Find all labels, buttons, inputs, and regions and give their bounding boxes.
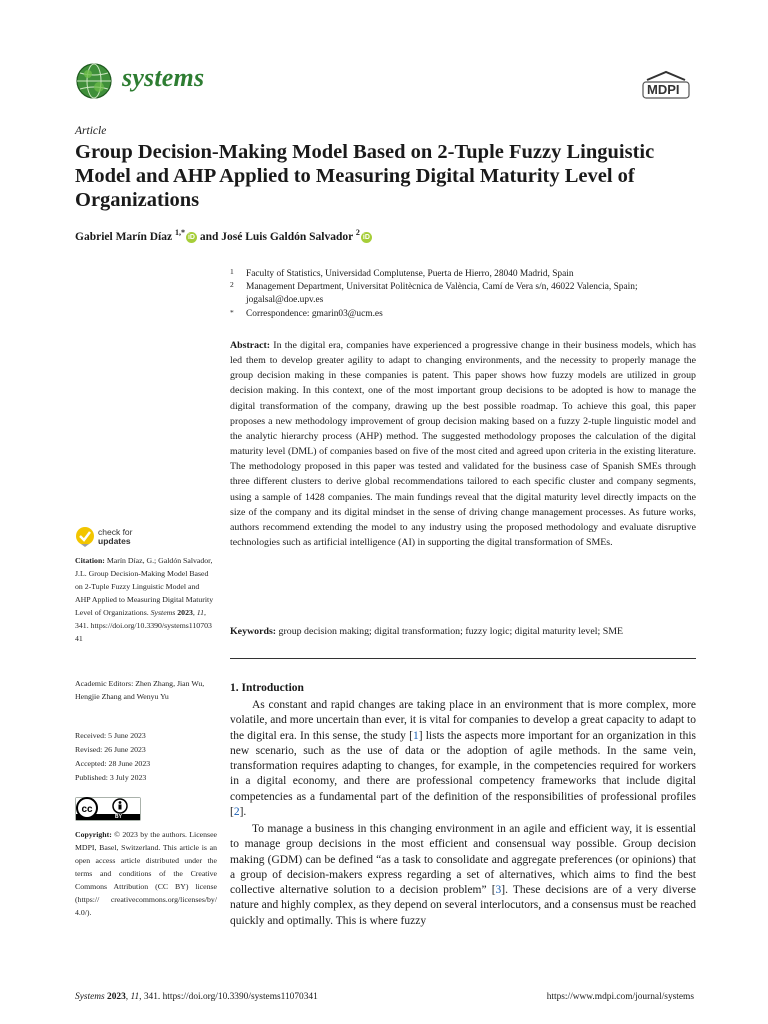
cc-by-text: BY	[115, 813, 122, 820]
author-2[interactable]: José Luis Galdón Salvador	[221, 230, 354, 243]
paragraph-1	[230, 698, 696, 820]
reference-link[interactable]: 3	[495, 884, 502, 897]
paragraph-text: ]. These decisions are of a very diverse nature and highly complex, as they depend on several interlocutors, and a consensus must be reached quickly and optimally. This is where fuzzy	[230, 884, 697, 927]
cc-by-license-badge[interactable]	[75, 797, 141, 821]
orcid-icon[interactable]: iD	[187, 233, 195, 241]
correspondence[interactable]: Correspondence: gmarin03@ucm.es	[246, 309, 383, 319]
check-for-updates-line2: updates	[98, 536, 131, 546]
journal-name: systems	[122, 63, 205, 92]
citation-pages: , 341.	[75, 608, 206, 630]
citation-year: 2023	[177, 608, 193, 617]
check-for-updates-button[interactable]	[75, 526, 95, 553]
copyright-text: © 2023 by the authors. Licensee MDPI, Basel, Switzerland. This article is an open access article distributed under the terms and conditions of the Creative Commons Attribution (CC BY) license (https:// creativecommons.org/licenses/by/ 4.0/).	[75, 830, 217, 917]
citation-text: Marín Díaz, G.; Galdón Salvador, J.L. Group Decision-Making Model Based on 2-Tuple Fuzzy Linguistic Model and AHP Applied to Measuring Digital Maturity Level of Organizations.	[75, 556, 214, 617]
affiliation-number: 1	[230, 267, 234, 276]
abstract	[230, 338, 696, 550]
author-1-affiliation: 1,*	[174, 228, 185, 237]
affiliation-text: Faculty of Statistics, Universidad Complutense, Puerta de Hierro, 28040 Madrid, Spain	[246, 269, 574, 279]
keywords	[230, 624, 696, 639]
citation-volume: 11	[196, 608, 204, 617]
affiliation-number: *	[230, 308, 234, 317]
check-for-updates-icon	[75, 526, 95, 548]
mdpi-logo[interactable]	[641, 70, 691, 100]
footer-journal: Systems	[75, 992, 105, 1002]
date-revised: Revised: 26 June 2023	[75, 745, 146, 754]
footer-journal-url[interactable]: https://www.mdpi.com/journal/systems	[546, 992, 694, 1002]
author-1[interactable]: Gabriel Marín Díaz	[75, 230, 173, 243]
copyright-label: Copyright:	[75, 830, 112, 839]
citation-block: Citation: Marín Díaz, G.; Galdón Salvador, J.L. Group Decision-Making Model Based on 2-Tuple Fuzzy Linguistic Model and AHP Applied to Measuring Digital Maturity Level of Organizations. Systems 2023, 11, 341. https://doi.org/10.3390/systems11070341	[75, 556, 214, 643]
author-2-affiliation: 2	[355, 228, 360, 237]
footer-doi[interactable]: , 341. https://doi.org/10.3390/systems11070341	[139, 992, 318, 1002]
reference-link[interactable]: 1	[412, 729, 419, 742]
author-list	[75, 228, 372, 243]
paragraph-text: As constant and rapid changes are taking place in an environment that is more complex, more volatile, and more uncertain than ever, it is vital for companies to develop a great capacity to adapt to the digital era. In this sense, the study [	[230, 699, 696, 742]
check-for-updates-label[interactable]	[98, 528, 133, 546]
citation-journal: Systems	[150, 608, 176, 617]
affiliation-text: Management Department, Universitat Politècnica de València, Camí de Vera s/n, 46022 Valencia, Spain;	[246, 282, 638, 292]
creative-commons-icon	[75, 797, 141, 821]
date-accepted: Accepted: 28 June 2023	[75, 759, 151, 768]
section-heading-introduction: 1. Introduction	[230, 682, 304, 694]
citation-doi-link[interactable]: https://doi.org/10.3390/systems11070341	[75, 621, 212, 643]
copyright-notice	[75, 828, 217, 919]
keywords-label: Keywords:	[230, 626, 277, 637]
date-received: Received: 5 June 2023	[75, 731, 146, 740]
abstract-text: In the digital era, companies have experienced a progressive change in their business models, which has led them to develop greater agility to adapt to changing environments, and the necessity to properly manage the group decision making in these companies is patent. This paper shows how fuzzy models are utilized in group decision making. In this context, one of the most important group decisions to be adopted is how to manage the digital transformation of the company, drawing up the best possible roadmap. To achieve this goal, this paper proposes a new methodology improvement of group decision making based on a fuzzy 2-tuple linguistic model and the analytic hierarchy process (AHP) method. The suggested methodology proposes the calculation of the digital maturity level (DML) of companies based on five of the most cited and agreed upon criteria in the existing literature. The methodology proposed in this paper was tested and validated for the business case of Spanish SMEs through three different clusters to derive global recommendations tailored to each specific cluster and company segments, using a sample of 1428 companies. The main fundings reveal that the digital maturity level directly impacts on the size of the company and its digital mindset in the sense of driving change management processes. As future works, authors recommend extending the model to any industry using the proposed methodology and evaluate disruptive technologies such as artificial intelligence (AI) in supporting the digital transformation of SMEs.	[230, 340, 697, 549]
affiliation-email[interactable]: jogalsal@doe.upv.es	[246, 295, 324, 305]
paragraph-2	[230, 822, 696, 929]
citation-label: Citation:	[75, 556, 105, 565]
article-title: Group Decision-Making Model Based on 2-Tuple Fuzzy Linguistic Model and AHP Applied to Measuring Digital Maturity Level of Organizations	[75, 141, 655, 211]
paragraph-text: ] lists the aspects more important for an organization in this new scenario, such as the use of data or the adoption of agile methods. In the same vein, transformation requires adapting to changes, for example, in the competencies required for workers in a digital economy, and there are professional competency frameworks that include digital competencies as a fundamental part of the definition of the responsibilities of professional profiles [	[230, 729, 696, 819]
author-connector: and	[199, 230, 219, 243]
footer-citation: Systems 2023, 11, 341. https://doi.org/10.3390/systems11070341	[75, 992, 318, 1002]
footer-year: 2023	[107, 992, 126, 1002]
svg-text:cc: cc	[81, 804, 93, 815]
keywords-text: group decision making; digital transformation; fuzzy logic; digital maturity level; SME	[278, 626, 624, 637]
reference-link[interactable]: 2	[233, 806, 240, 819]
article-type: Article	[75, 125, 107, 137]
paragraph-text: ].	[239, 806, 247, 819]
orcid-icon[interactable]: iD	[362, 233, 370, 241]
date-published: Published: 3 July 2023	[75, 773, 147, 782]
affiliation-number: 2	[230, 280, 234, 289]
paragraph-text: To manage a business in this changing environment in an agile and efficient way, it is essential to manage group decisions in the most efficient and consensual way possible. Group decision making (GDM) can be defined “as a task to consolidate and aggregate preferences (or opinions) that a group of decision-makers express regarding a set of alternatives, which aims to find the best collective alternative solution to a decision problem” [	[230, 823, 696, 897]
footer-volume: 11	[130, 992, 140, 1002]
section-divider	[230, 658, 696, 659]
abstract-label: Abstract:	[230, 340, 271, 351]
academic-editors: Academic Editors: Zhen Zhang, Jian Wu, Hengjie Zhang and Wenyu Yu	[75, 679, 205, 701]
systems-globe-logo-icon	[75, 62, 113, 100]
check-for-updates-line1: check for	[98, 527, 133, 537]
mdpi-logo-text: MDPI	[647, 82, 680, 97]
